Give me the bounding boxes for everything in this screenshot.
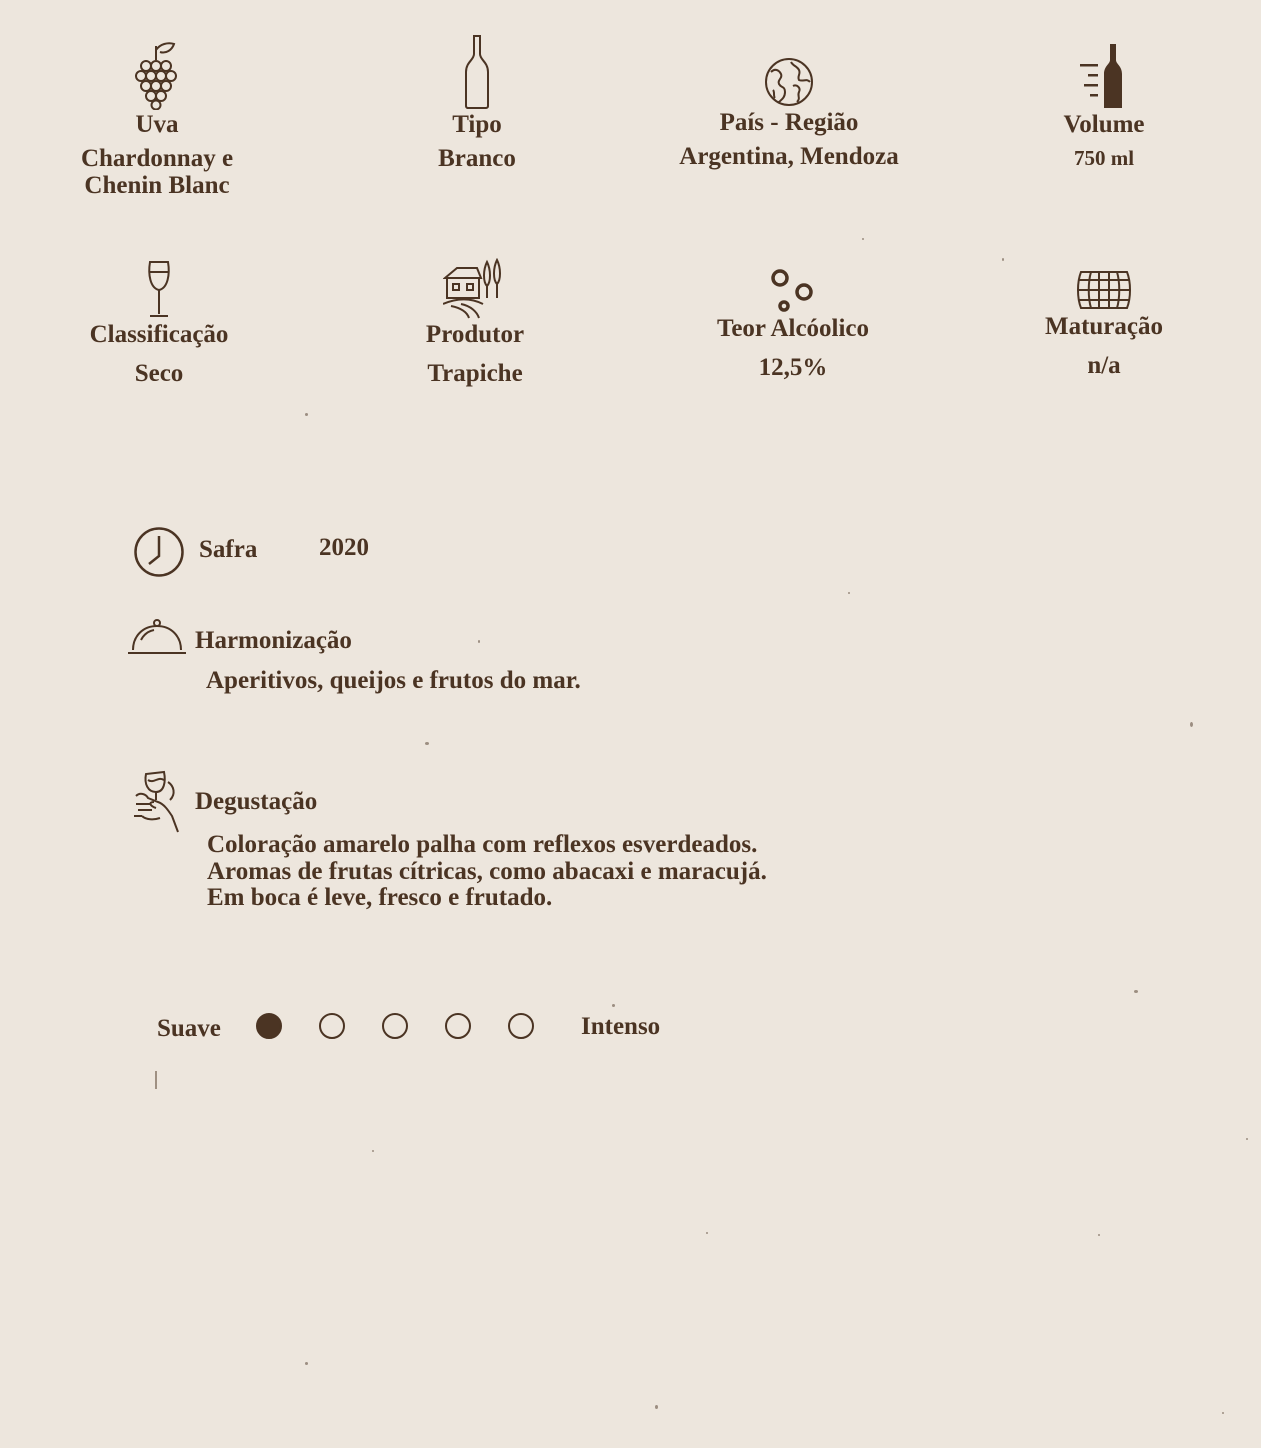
spec-value: Chenin Blanc (84, 172, 230, 199)
spec-value: Trapiche (427, 360, 523, 387)
intensity-dot (382, 1013, 408, 1039)
degustacao-line: Em boca é leve, fresco e frutado. (207, 884, 553, 911)
spec-teor-alcoolico (663, 268, 923, 381)
intensity-dot (445, 1013, 471, 1039)
spec-value: 12,5% (758, 354, 828, 381)
intensity-dot (256, 1013, 282, 1039)
spec-label: País - Região (719, 109, 859, 136)
harmonizacao-label: Harmonização (195, 627, 352, 654)
cloche-icon (127, 618, 187, 656)
spec-value: Argentina, Mendoza (679, 143, 899, 170)
spec-label: Produtor (425, 321, 525, 348)
spec-value: n/a (1087, 352, 1121, 379)
tasting-icon (134, 768, 184, 836)
spec-label: Tipo (452, 111, 502, 138)
globe-icon (763, 56, 815, 108)
barrel-icon (1075, 268, 1133, 312)
spec-volume (974, 42, 1234, 172)
spec-uva (27, 40, 287, 199)
clock-icon (133, 526, 185, 578)
bottle-volume-icon (1074, 42, 1134, 110)
harmonizacao-text: Aperitivos, queijos e frutos do mar. (206, 667, 581, 694)
spec-pais-regiao (659, 56, 919, 170)
spec-label: Volume (1063, 111, 1145, 138)
wine-glass-icon (146, 260, 172, 320)
spec-value: Chardonnay e (80, 145, 234, 172)
spec-value: 750 ml (1073, 146, 1135, 170)
bottle-outline-icon (464, 34, 490, 110)
winery-icon (443, 258, 507, 320)
intensity-min-label: Suave (157, 1015, 221, 1042)
safra-label: Safra (199, 536, 258, 563)
degustacao-label: Degustação (195, 788, 318, 815)
intensity-dot (508, 1013, 534, 1039)
spec-maturacao (974, 268, 1234, 379)
spec-value: Seco (134, 360, 184, 387)
spec-label: Classificação (89, 321, 229, 348)
stray-mark (155, 1071, 157, 1089)
grape-icon (132, 40, 182, 110)
spec-classificacao (29, 260, 289, 387)
degustacao-line: Aromas de frutas cítricas, como abacaxi e maracujá. (207, 857, 767, 885)
intensity-max-label: Intenso (581, 1013, 661, 1040)
spec-label: Uva (135, 111, 179, 138)
spec-tipo (347, 34, 607, 172)
spec-produtor (345, 258, 605, 387)
spec-label: Maturação (1044, 313, 1164, 340)
spec-label: Teor Alcóolico (716, 315, 870, 342)
degustacao-line: Coloração amarelo palha com reflexos esverdeados. (207, 831, 758, 858)
bubbles-icon (770, 268, 816, 314)
degustacao-text (207, 832, 767, 912)
safra-value: 2020 (319, 534, 369, 561)
intensity-dot (319, 1013, 345, 1039)
spec-value: Branco (438, 145, 516, 172)
